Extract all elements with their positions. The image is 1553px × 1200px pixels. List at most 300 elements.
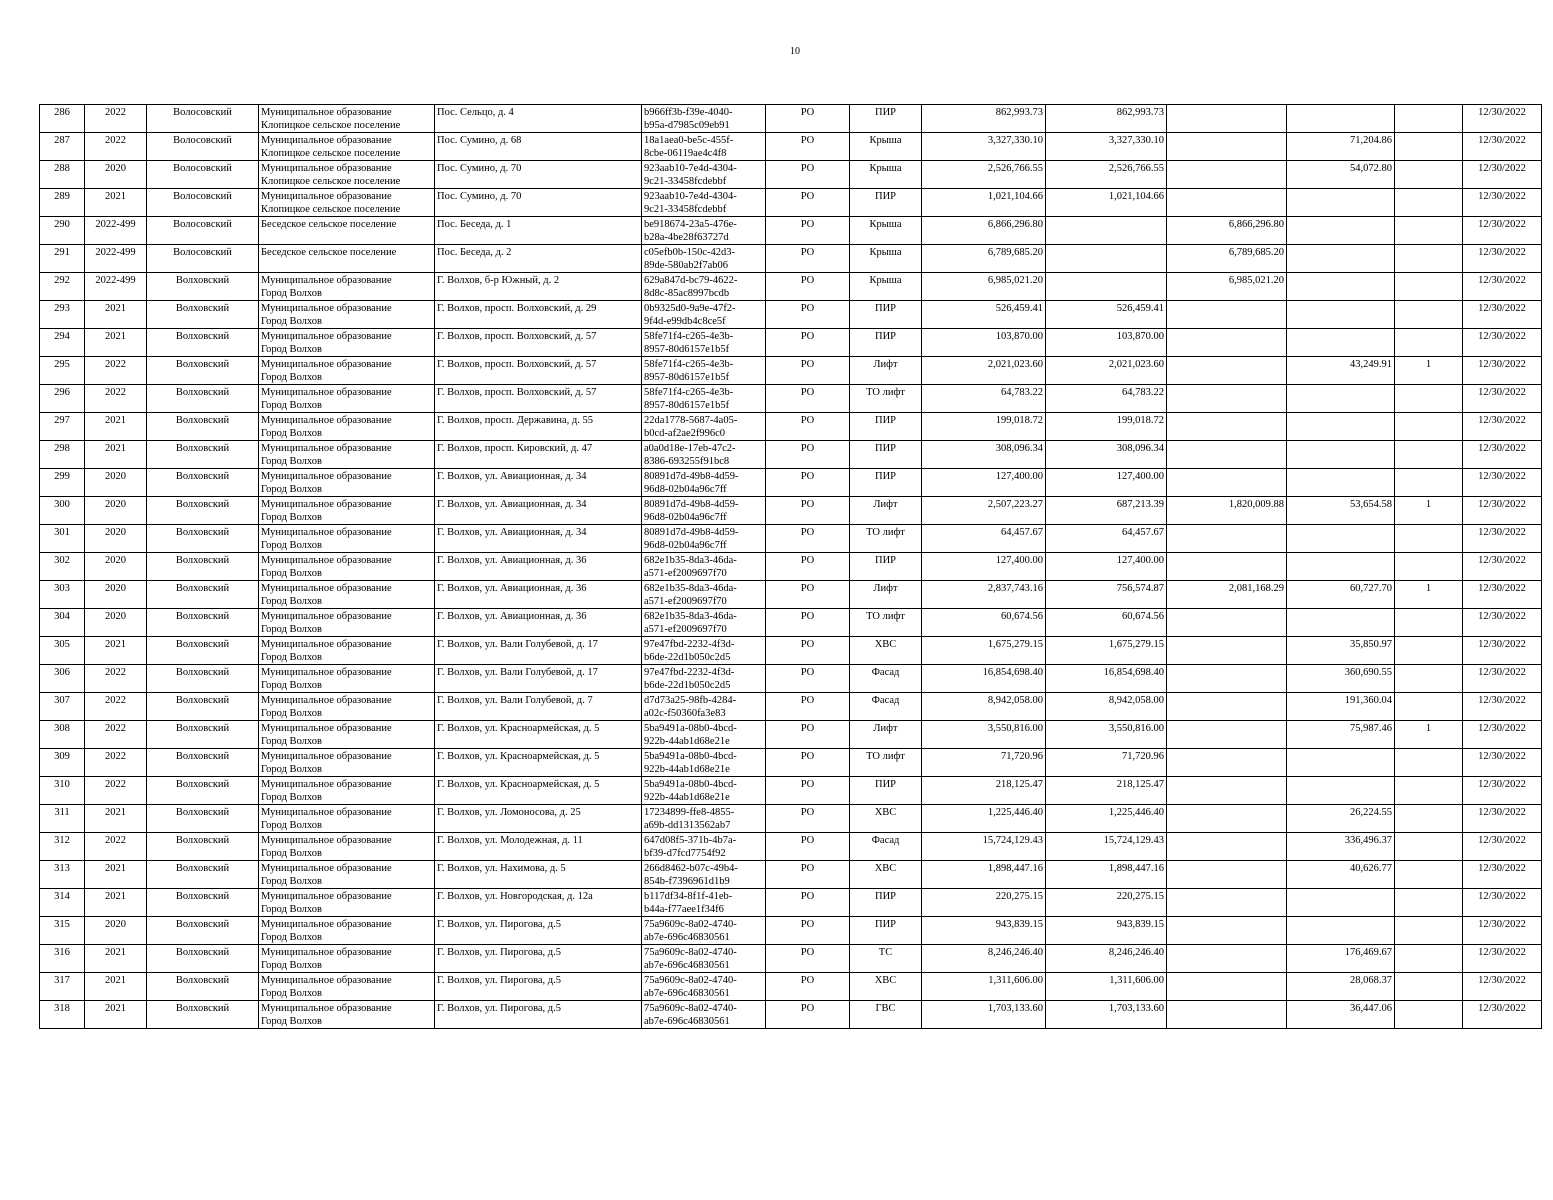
district-cell	[147, 945, 259, 973]
municipality-cell	[259, 637, 435, 665]
district-cell	[147, 217, 259, 245]
fund-type-text: РО	[800, 1003, 815, 1014]
house-id-cell	[642, 665, 766, 693]
house-id-line-1: c05efb0b-150c-42d3-	[644, 247, 735, 258]
address-text: Г. Волхов, ул. Ломоносова, д. 25	[437, 807, 581, 818]
district-cell	[147, 749, 259, 777]
lift-count-cell	[1395, 665, 1463, 693]
row-number-cell	[40, 217, 85, 245]
supervision-text: 191,360.04	[1344, 695, 1392, 706]
year-text: 2022	[105, 751, 126, 762]
total-cost-cell	[922, 553, 1046, 581]
row-number-text: 316	[54, 947, 70, 958]
total-cost-cell	[922, 749, 1046, 777]
work-type-cell	[850, 385, 922, 413]
work-type-text: Лифт	[873, 583, 898, 594]
lift-count-cell	[1395, 329, 1463, 357]
municipality-cell	[259, 945, 435, 973]
table-row	[40, 329, 1542, 357]
work-type-cell	[850, 441, 922, 469]
regional-fund-text: 1,311,606.00	[1109, 975, 1164, 986]
page-number: 10	[790, 46, 800, 57]
district-cell	[147, 609, 259, 637]
supervision-cell	[1287, 581, 1395, 609]
supervision-cell	[1287, 749, 1395, 777]
supervision-cell	[1287, 945, 1395, 973]
house-id-cell	[642, 637, 766, 665]
total-cost-cell	[922, 917, 1046, 945]
lift-count-text: 1	[1425, 499, 1432, 510]
date-cell	[1463, 525, 1542, 553]
row-number-cell	[40, 721, 85, 749]
regional-fund-cell	[1046, 245, 1167, 273]
row-number-text: 306	[54, 667, 70, 678]
work-type-cell	[850, 525, 922, 553]
supervision-text: 71,204.86	[1350, 135, 1392, 146]
house-id-cell	[642, 889, 766, 917]
municipality-cell	[259, 749, 435, 777]
work-type-text: Крыша	[869, 247, 902, 258]
year-text: 2021	[105, 191, 126, 202]
row-number-text: 287	[54, 135, 70, 146]
table-row	[40, 945, 1542, 973]
date-cell	[1463, 973, 1542, 1001]
municipality-line-1: Муниципальное образование	[261, 667, 392, 678]
row-number-cell	[40, 609, 85, 637]
year-cell	[85, 385, 147, 413]
table-row	[40, 833, 1542, 861]
municipality-line-1: Муниципальное образование	[261, 835, 392, 846]
district-text: Волховский	[175, 443, 230, 454]
house-id-line-1: 629a847d-bc79-4622-	[644, 275, 738, 286]
supervision-text: 26,224.55	[1350, 807, 1392, 818]
address-cell	[435, 245, 642, 273]
house-id-cell	[642, 245, 766, 273]
subsidy-cell	[1167, 945, 1287, 973]
fund-type-text: РО	[800, 779, 815, 790]
subsidy-cell	[1167, 133, 1287, 161]
row-number-cell	[40, 357, 85, 385]
regional-fund-text: 71,720.96	[1122, 751, 1164, 762]
subsidy-cell	[1167, 301, 1287, 329]
lift-count-cell	[1395, 609, 1463, 637]
total-cost-cell	[922, 357, 1046, 385]
address-cell	[435, 133, 642, 161]
total-cost-text: 1,898,447.16	[987, 863, 1043, 874]
subsidy-text: 2,081,168.29	[1228, 583, 1284, 594]
house-id-line-2: 8957-80d6157e1b5f	[644, 344, 730, 355]
supervision-cell	[1287, 917, 1395, 945]
subsidy-cell	[1167, 861, 1287, 889]
lift-count-cell	[1395, 105, 1463, 133]
municipality-line-2: Город Волхов	[261, 820, 322, 831]
lift-count-text: 1	[1425, 359, 1432, 370]
total-cost-text: 2,021,023.60	[987, 359, 1043, 370]
total-cost-text: 127,400.00	[995, 555, 1043, 566]
fund-type-text: РО	[800, 107, 815, 118]
address-cell	[435, 833, 642, 861]
fund-type-text: РО	[800, 807, 815, 818]
fund-type-text: РО	[800, 667, 815, 678]
date-text: 12/30/2022	[1478, 667, 1526, 678]
total-cost-cell	[922, 805, 1046, 833]
address-text: Г. Волхов, ул. Вали Голубевой, д. 17	[437, 667, 598, 678]
house-id-cell	[642, 777, 766, 805]
total-cost-cell	[922, 413, 1046, 441]
lift-count-cell	[1395, 861, 1463, 889]
year-cell	[85, 889, 147, 917]
address-cell	[435, 273, 642, 301]
row-number-text: 309	[54, 751, 70, 762]
fund-type-cell	[766, 665, 850, 693]
fund-type-cell	[766, 777, 850, 805]
regional-fund-cell	[1046, 833, 1167, 861]
row-number-cell	[40, 805, 85, 833]
work-type-text: ТС	[878, 947, 893, 958]
regional-fund-text: 943,839.15	[1116, 919, 1164, 930]
municipality-line-1: Муниципальное образование	[261, 919, 392, 930]
address-text: Г. Волхов, ул. Нахимова, д. 5	[437, 863, 566, 874]
house-id-line-1: be918674-23a5-476e-	[644, 219, 737, 230]
year-cell	[85, 329, 147, 357]
regional-fund-cell	[1046, 861, 1167, 889]
regional-fund-text: 60,674.56	[1122, 611, 1164, 622]
work-type-text: ПИР	[874, 191, 896, 202]
address-text: Г. Волхов, ул. Пирогова, д.5	[437, 947, 562, 958]
address-cell	[435, 1001, 642, 1029]
house-id-cell	[642, 609, 766, 637]
work-type-cell	[850, 833, 922, 861]
year-cell	[85, 189, 147, 217]
work-type-cell	[850, 945, 922, 973]
lift-count-cell	[1395, 133, 1463, 161]
subsidy-cell	[1167, 189, 1287, 217]
row-number-cell	[40, 637, 85, 665]
date-cell	[1463, 945, 1542, 973]
total-cost-text: 6,789,685.20	[987, 247, 1043, 258]
fund-type-text: РО	[800, 947, 815, 958]
subsidy-cell	[1167, 777, 1287, 805]
date-cell	[1463, 273, 1542, 301]
house-id-cell	[642, 413, 766, 441]
work-type-text: Фасад	[871, 835, 900, 846]
year-cell	[85, 749, 147, 777]
date-text: 12/30/2022	[1478, 947, 1526, 958]
house-id-cell	[642, 917, 766, 945]
year-text: 2022	[105, 667, 126, 678]
district-cell	[147, 637, 259, 665]
total-cost-text: 1,703,133.60	[987, 1003, 1043, 1014]
lift-count-cell	[1395, 273, 1463, 301]
fund-type-cell	[766, 525, 850, 553]
work-type-text: Фасад	[871, 695, 900, 706]
house-id-line-1: 58fe71f4-c265-4e3b-	[644, 331, 734, 342]
total-cost-text: 862,993.73	[995, 107, 1043, 118]
supervision-cell	[1287, 189, 1395, 217]
year-text: 2021	[105, 443, 126, 454]
year-text: 2022-499	[95, 275, 136, 286]
municipality-line-2: Город Волхов	[261, 1016, 322, 1027]
district-text: Волосовский	[173, 219, 232, 230]
municipality-line-2: Город Волхов	[261, 484, 322, 495]
year-text: 2022	[105, 835, 126, 846]
house-id-line-2: b28a-4be28f63727d	[644, 232, 729, 243]
address-text: Г. Волхов, ул. Пирогова, д.5	[437, 1003, 562, 1014]
regional-fund-cell	[1046, 945, 1167, 973]
row-number-cell	[40, 917, 85, 945]
address-cell	[435, 805, 642, 833]
year-text: 2021	[105, 639, 126, 650]
date-cell	[1463, 581, 1542, 609]
total-cost-cell	[922, 581, 1046, 609]
table-row	[40, 665, 1542, 693]
district-cell	[147, 581, 259, 609]
subsidy-cell	[1167, 917, 1287, 945]
house-id-cell	[642, 805, 766, 833]
row-number-cell	[40, 273, 85, 301]
district-text: Волховский	[175, 555, 230, 566]
work-type-text: ПИР	[874, 303, 896, 314]
lift-count-cell	[1395, 581, 1463, 609]
work-type-text: Крыша	[869, 163, 902, 174]
total-cost-text: 220,275.15	[995, 891, 1043, 902]
house-id-line-2: 854b-f7396961d1b9	[644, 876, 730, 887]
year-cell	[85, 609, 147, 637]
house-id-line-1: 266d8462-b07c-49b4-	[644, 863, 738, 874]
regional-fund-text: 308,096.34	[1116, 443, 1164, 454]
municipality-line-2: Клопицкое сельское поселение	[261, 120, 401, 131]
work-type-text: ПИР	[874, 471, 896, 482]
date-cell	[1463, 609, 1542, 637]
date-cell	[1463, 777, 1542, 805]
work-type-cell	[850, 217, 922, 245]
row-number-text: 293	[54, 303, 70, 314]
address-text: Г. Волхов, ул. Красноармейская, д. 5	[437, 779, 600, 790]
district-cell	[147, 889, 259, 917]
date-cell	[1463, 665, 1542, 693]
house-id-cell	[642, 217, 766, 245]
row-number-text: 286	[54, 107, 70, 118]
fund-type-cell	[766, 889, 850, 917]
total-cost-text: 218,125.47	[995, 779, 1043, 790]
regional-fund-cell	[1046, 889, 1167, 917]
district-text: Волховский	[175, 639, 230, 650]
work-type-cell	[850, 273, 922, 301]
subsidy-cell	[1167, 721, 1287, 749]
table-row	[40, 721, 1542, 749]
work-type-cell	[850, 1001, 922, 1029]
total-cost-cell	[922, 945, 1046, 973]
municipality-line-2: Город Волхов	[261, 960, 322, 971]
work-type-text: Фасад	[871, 667, 900, 678]
regional-fund-cell	[1046, 413, 1167, 441]
house-id-line-1: 80891d7d-49b8-4d59-	[644, 471, 739, 482]
regional-fund-text: 1,703,133.60	[1108, 1003, 1164, 1014]
house-id-line-2: 96d8-02b04a96c7ff	[644, 540, 727, 551]
fund-type-text: РО	[800, 835, 815, 846]
supervision-cell	[1287, 553, 1395, 581]
year-cell	[85, 525, 147, 553]
work-type-cell	[850, 861, 922, 889]
row-number-cell	[40, 497, 85, 525]
work-type-cell	[850, 189, 922, 217]
date-cell	[1463, 889, 1542, 917]
district-text: Волховский	[175, 835, 230, 846]
house-id-line-1: b966ff3b-f39e-4040-	[644, 107, 733, 118]
fund-type-cell	[766, 1001, 850, 1029]
table-row	[40, 413, 1542, 441]
district-cell	[147, 553, 259, 581]
house-id-line-1: 923aab10-7e4d-4304-	[644, 191, 737, 202]
house-id-line-1: 18a1aea0-be5c-455f-	[644, 135, 734, 146]
row-number-text: 291	[54, 247, 70, 258]
work-type-cell	[850, 105, 922, 133]
house-id-line-2: 922b-44ab1d68e21e	[644, 764, 730, 775]
lift-count-cell	[1395, 749, 1463, 777]
municipality-line-2: Город Волхов	[261, 316, 322, 327]
house-id-line-1: 58fe71f4-c265-4e3b-	[644, 359, 734, 370]
date-text: 12/30/2022	[1478, 695, 1526, 706]
district-cell	[147, 917, 259, 945]
address-cell	[435, 917, 642, 945]
lift-count-cell	[1395, 413, 1463, 441]
supervision-cell	[1287, 693, 1395, 721]
year-text: 2020	[105, 499, 126, 510]
table-row	[40, 357, 1542, 385]
subsidy-cell	[1167, 693, 1287, 721]
regional-fund-cell	[1046, 357, 1167, 385]
municipality-cell	[259, 889, 435, 917]
table-row	[40, 245, 1542, 273]
municipality-cell	[259, 861, 435, 889]
date-cell	[1463, 553, 1542, 581]
row-number-text: 305	[54, 639, 70, 650]
supervision-cell	[1287, 133, 1395, 161]
house-id-line-1: d7d73a25-98fb-4284-	[644, 695, 737, 706]
supervision-cell	[1287, 301, 1395, 329]
regional-fund-text: 756,574.87	[1116, 583, 1164, 594]
subsidy-cell	[1167, 581, 1287, 609]
regional-fund-text: 64,783.22	[1122, 387, 1164, 398]
work-type-text: ПИР	[874, 891, 896, 902]
work-type-text: ПИР	[874, 555, 896, 566]
regional-fund-text: 8,246,246.40	[1108, 947, 1164, 958]
fund-type-cell	[766, 581, 850, 609]
fund-type-text: РО	[800, 359, 815, 370]
district-cell	[147, 973, 259, 1001]
address-cell	[435, 413, 642, 441]
total-cost-cell	[922, 441, 1046, 469]
fund-type-cell	[766, 329, 850, 357]
table-row	[40, 469, 1542, 497]
year-cell	[85, 1001, 147, 1029]
municipality-line-2: Клопицкое сельское поселение	[261, 204, 401, 215]
work-type-cell	[850, 469, 922, 497]
municipality-line-1: Муниципальное образование	[261, 639, 392, 650]
total-cost-cell	[922, 609, 1046, 637]
municipality-cell	[259, 665, 435, 693]
house-id-line-2: 922b-44ab1d68e21e	[644, 736, 730, 747]
address-cell	[435, 665, 642, 693]
year-cell	[85, 441, 147, 469]
year-cell	[85, 945, 147, 973]
total-cost-cell	[922, 189, 1046, 217]
regional-fund-cell	[1046, 637, 1167, 665]
fund-type-cell	[766, 301, 850, 329]
fund-type-cell	[766, 973, 850, 1001]
year-cell	[85, 861, 147, 889]
house-id-line-1: 75a9609c-8a02-4740-	[644, 947, 737, 958]
date-cell	[1463, 469, 1542, 497]
lift-count-cell	[1395, 917, 1463, 945]
year-cell	[85, 777, 147, 805]
house-id-cell	[642, 105, 766, 133]
year-text: 2022	[105, 135, 126, 146]
fund-type-text: РО	[800, 583, 815, 594]
fund-type-cell	[766, 273, 850, 301]
date-text: 12/30/2022	[1478, 835, 1526, 846]
subsidy-cell	[1167, 609, 1287, 637]
subsidy-cell	[1167, 273, 1287, 301]
regional-fund-cell	[1046, 609, 1167, 637]
district-text: Волховский	[175, 527, 230, 538]
house-id-line-1: 923aab10-7e4d-4304-	[644, 163, 737, 174]
supervision-cell	[1287, 805, 1395, 833]
district-text: Волховский	[175, 359, 230, 370]
house-id-cell	[642, 161, 766, 189]
year-text: 2021	[105, 303, 126, 314]
supervision-cell	[1287, 637, 1395, 665]
address-cell	[435, 525, 642, 553]
municipality-line-1: Муниципальное образование	[261, 779, 392, 790]
fund-type-text: РО	[800, 639, 815, 650]
lift-count-cell	[1395, 833, 1463, 861]
total-cost-text: 308,096.34	[995, 443, 1043, 454]
total-cost-cell	[922, 301, 1046, 329]
regional-fund-text: 862,993.73	[1116, 107, 1164, 118]
municipality-line-1: Муниципальное образование	[261, 359, 392, 370]
municipality-line-1: Муниципальное образование	[261, 191, 392, 202]
district-cell	[147, 161, 259, 189]
row-number-cell	[40, 973, 85, 1001]
work-type-text: ТО лифт	[866, 611, 905, 622]
year-cell	[85, 245, 147, 273]
table-row	[40, 301, 1542, 329]
regional-fund-cell	[1046, 105, 1167, 133]
regional-fund-text: 199,018.72	[1116, 415, 1164, 426]
regional-fund-text: 220,275.15	[1116, 891, 1164, 902]
regional-fund-cell	[1046, 217, 1167, 245]
table-row	[40, 105, 1542, 133]
row-number-cell	[40, 413, 85, 441]
fund-type-cell	[766, 497, 850, 525]
work-type-text: ПИР	[874, 415, 896, 426]
row-number-text: 299	[54, 471, 70, 482]
table-row	[40, 133, 1542, 161]
supervision-cell	[1287, 469, 1395, 497]
house-id-cell	[642, 945, 766, 973]
address-cell	[435, 497, 642, 525]
fund-type-text: РО	[800, 919, 815, 930]
date-cell	[1463, 917, 1542, 945]
district-text: Волховский	[175, 1003, 230, 1014]
regional-fund-cell	[1046, 777, 1167, 805]
table-row	[40, 441, 1542, 469]
year-cell	[85, 497, 147, 525]
address-text: Г. Волхов, ул. Пирогова, д.5	[437, 919, 562, 930]
supervision-cell	[1287, 329, 1395, 357]
row-number-text: 288	[54, 163, 70, 174]
